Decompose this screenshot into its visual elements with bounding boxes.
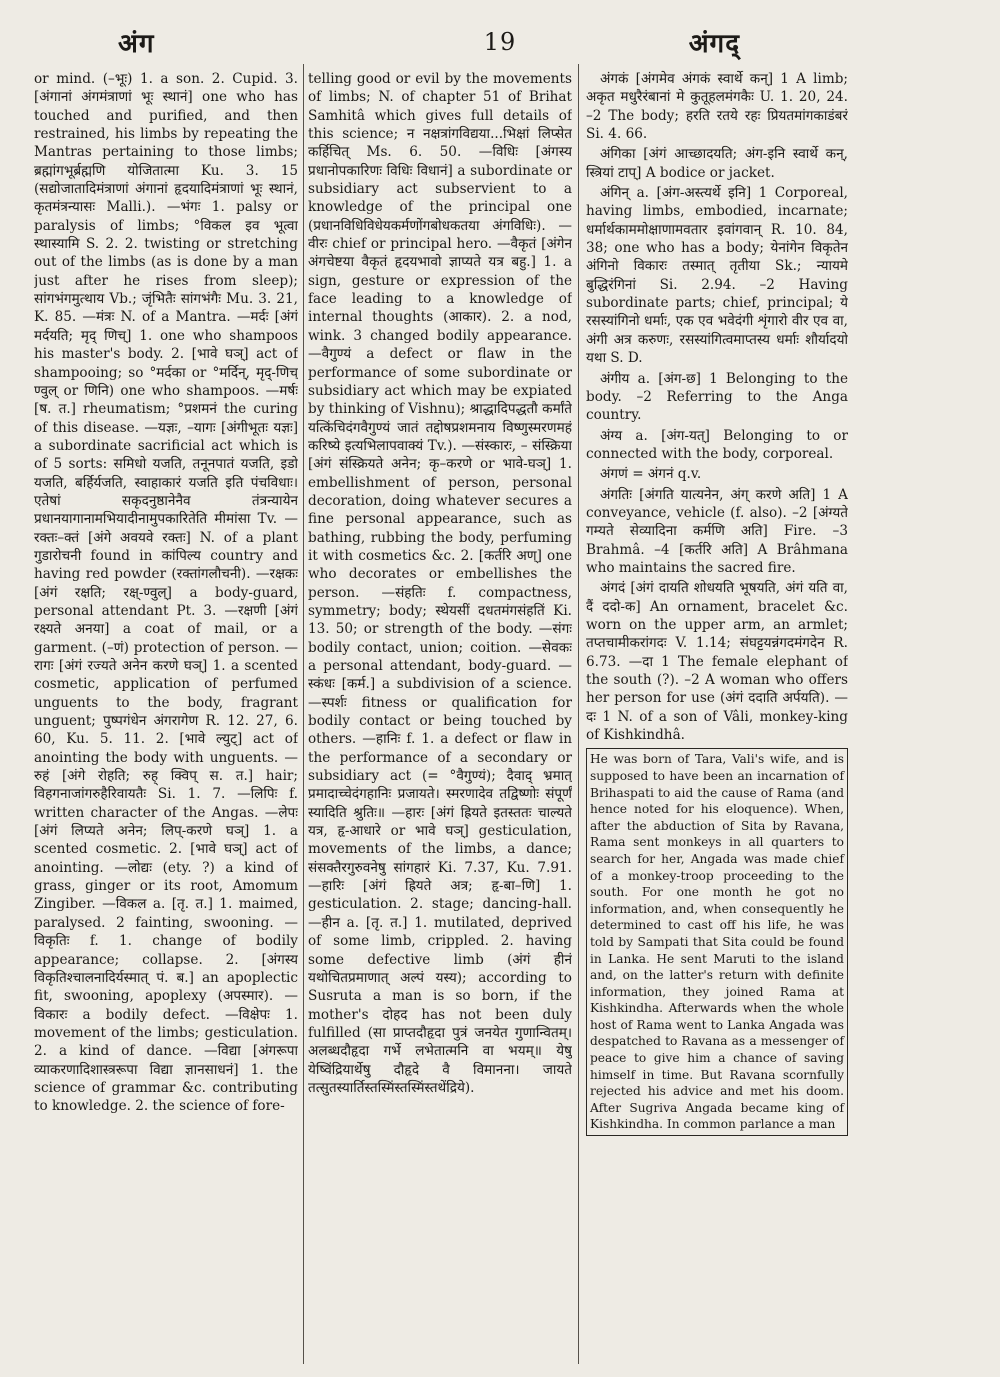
column-2 bbox=[308, 70, 572, 1370]
dictionary-entry: अंगतिः [अंगति यात्यनेन, अंग् करणे अति] 1 A conveyance, vehicle (f. also). –2 [अंग्यते गम्यते सेव्यादिना कर्मणि अति] Fire. –3 Brahmâ. –4 [कर्तरि अति] A Brâhmana who maintains the sacred fire. bbox=[586, 486, 848, 576]
header-right-guideword: अंगद् bbox=[688, 29, 740, 59]
page-number: 19 bbox=[483, 28, 517, 56]
column-1 bbox=[34, 70, 298, 1370]
dictionary-entry: telling good or evil by the movements of limbs; N. of chapter 51 of Brihat Samhitâ which gives full details of this science; न नक्षत्रांगविद्यया...भिक्षां लिप्सेत कर्हिचित् Ms. 6. 50. —विधिः [अंगस्य प्रधानोपकारिणः विधिः विधानं] a subordinate or subsidiary act subservient to a knowledge of the principal one (प्रधानविधिविधेयकर्मणोंगबोधकतया अंगविधिः). —वीरः chief or principal hero. —वैकृतं [अंगेन अंगचेष्टया वैकृतं हृदयभावो ज्ञाप्यते यत्र बहु.] 1. a sign, gesture or expression of the face leading to a knowledge of internal thoughts (आकार). 2. a nod, wink. 3 changed bodily appearance. —वैगुण्यं a defect or flaw in the performance of some subordinate or subsidiary act which may be expiated by thinking of Vishnu); श्राद्धादिपद्धतौ कर्मांते यत्किंचिदंगवैगुण्यं जातं तद्दोषप्रशमनाय विष्णुस्मरणमहं करिष्ये इत्यभिलापवाक्यं Tv.). —संस्कारः, – संस्क्रिया [अंगं संस्क्रियते अनेन; कृ–करणे or भावे-घञ्] 1. embellishment of person, personal decoration, doing whatever secures a fine personal appearance, such as bathing, rubbing the body, perfuming it with cosmetics &c. 2. [कर्तरि अण्] one who decorates or embellishes the person. —संहतिः f. compactness, symmetry; body; स्थेयसीं दधतमंगसंहतिं Ki. 13. 50; or strength of the body. —संगः bodily contact, union; coition. —सेवकः a personal attendant, body-guard. —स्कंधः [कर्म.] a subdivision of a science. —स्पर्शः fitness or qualification for bodily contact or being touched by others. —हानिः f. 1. a defect or flaw in the performance of a secondary or subsidiary act (= °वैगुण्यं); दैवाद् भ्रमात् प्रमादाच्चेदंगहानिः प्रजायते। स्मरणादेव तद्विष्णोः संपूर्णं स्यादिति श्रुतिः॥ —हारः [अंगं ह्रियते इतस्ततः चाल्यते यत्र, हृ-आधारे or भावे घञ्] gesticulation, movements of the limbs, a dance; संसक्तैरगुरुवनेषु सांगहारं Ki. 7.37, Ku. 7.91. —हारिः [अंगं ह्रियते अत्र; हृ-बा–णि] 1. gesticulation. 2. stage; dancing-hall. —हीन a. [तृ. त.] 1. mutilated, deprived of some limb, crippled. 2. having some defective limb (अंगं हीनं यथोचितप्रमाणात् अल्पं यस्य); according to Susruta a man is so born, if the mother's दोहद has not been duly fulfilled (सा प्राप्तदौहृदा पुत्रं जनयेत गुणान्वितम्। अलब्धदौहृदा गर्भे लभेतात्मनि वा भयम्॥ येषु येष्विंद्रियार्थेषु दौहृदे वै विमानना। जायते तत्सुतस्यार्तिस्तस्मिंस्तस्मिंस्तथेंद्रिये). bbox=[308, 71, 572, 1096]
dictionary-entry: अंगिन् a. [अंग-अस्त्यर्थे इनि] 1 Corporeal, having limbs, embodied, incarnate; धर्मार्थकाममोक्षाणामवतार इवांगवान् R. 10. 84, 38; one who has a body; येनांगेन विकृतेन अंगिनो विकारः तस्मात् तृतीया Sk.; न्यायमे बुद्धिरंगिनां Si. 2.94. –2 Having subordinate parts; chief, principal; ये रसस्यांगिनो धर्माः, एक एव भवेदंगी शृंगारो वीर एव वा, अंगी अत्र करुणः, रसस्यांगित्वमाप्तस्य धर्माः शौर्यादयो यथा S. D. bbox=[586, 185, 848, 367]
dictionary-entry: or mind. (–भूः) 1. a son. 2. Cupid. 3. [अंगानां अंगमंत्राणां भूः स्थानं] one who has touched and purified, and then restrained, his limbs by repeating the Mantras pertaining to those limbs; ब्रह्मांगभूर्ब्रह्मणि योजितात्मा Ku. 3. 15 (सद्योजातादिमंत्राणां अंगानां हृदयादिमंत्राणां भूः स्थानं, कृतमंत्रन्यासः Malli.). —भंगः 1. palsy or paralysis of limbs; °विकल इव भूत्वा स्थास्यामि S. 2. 2. twisting or stretching out of the limbs (as is done by a man just after he rises from sleep); सांगभंगमुत्थाय Vb.; जृंभितैः सांगभंगैः Mu. 3. 21, K. 85. —मंत्रः N. of a Mantra. —मर्दः [अंगं मर्दयति; मृद् णिच्] 1. one who shampoos his master's body. 2. [भावे घञ्] act of shampooing; so °मर्दका or °मर्दिन्, मृद्-णिच् ण्वुल् or णिनि) one who shampoos. —मर्षः [ष. त.] rheumatism; °प्रशमनं the curing of this disease. —यज्ञः, –यागः [अंगीभूतः यज्ञः] a subordinate sacrificial act which is of 5 sorts: समिधो यजति, तनूनपातं यजति, इडो यजति, बर्हिर्यजति, स्वाहाकारं यजति इति पंचविधाः। एतेषां सकृदनुष्ठानेनैव तंत्रन्यायेन प्रधानयागानामभियादीनामुपकारितेति मीमांसा Tv. —रक्तः–क्तं [अंगे अवयवे रक्तः] N. of a plant गुडारोचनी found in कांपिल्य country and having red powder (रक्तांगलौचनी). —रक्षकः [अंगं रक्षति; रक्ष्-ण्वुल्] a body-guard, personal attendant Pt. 3. —रक्षणी [अंगं रक्ष्यते अनया] a coat of mail, or a garment. (–णं) protection of person. —रागः [अंगं रज्यते अनेन करणे घञ्] 1. a scented cosmetic, application of perfumed unguents to the body, fragrant unguent; पुष्पगंधेन अंगरागेण R. 12. 27, 6. 60, Ku. 5. 11. 2. [भावे ल्युट्] act of anointing the body with unguents. —रुहं [अंगे रोहति; रुह् क्विप् स. त.] hair; विहगनाजांगरुहैरिवायतैः Si. 1. 7. —लिपिः f. written character of the Angas. —लेपः [अंगं लिप्यते अनेन; लिप्-करणे घञ्] 1. a scented cosmetic. 2. [भावे घञ्] act of anointing. —लोद्यः (ety. ?) a kind of grass, ginger or its root, Amomum Zingiber. —विकल a. [तृ. त.] 1. maimed, paralysed. 2 fainting, swooning. —विकृतिः f. 1. change of bodily appearance; collapse. 2. [अंगस्य विकृतिश्चालनादिर्यस्मात् पं. ब.] an apoplectic fit, swooning, apoplexy (अपस्मार). —विकारः a bodily defect. —विक्षेपः 1. movement of the limbs; gesticulation. 2. a kind of dance. —विद्या [अंगरूपा व्याकरणादिशास्त्ररूपा विद्या ज्ञानसाधनं] 1. the science of grammar &c. contributing to knowledge. 2. the science of fore- bbox=[34, 71, 298, 1115]
dictionary-entry: अंगकं [अंगमेव अंगकं स्वार्थे कन्] 1 A limb; अकृत मधुरैरंबानां मे कुतूहलमंगकैः U. 1. 20, 24. –2 The body; हरति रतये रहः प्रियतमांगकाडंबरं Si. 4. 66. bbox=[586, 71, 848, 143]
dictionary-entry: अंगीय a. [अंग-छ] 1 Belonging to the body. –2 Referring to the Anga country. bbox=[586, 370, 848, 424]
header-left-guideword: अंग bbox=[118, 29, 155, 59]
column-divider bbox=[578, 64, 579, 1364]
column-3 bbox=[586, 70, 848, 1370]
dictionary-entry: अंग्य a. [अंग-यत्] Belonging to or connected with the body, corporeal. bbox=[586, 427, 848, 462]
dictionary-entry: अंगदं [अंगं दायति शोधयति भूषयति, अंगं यति वा, दैं ददो-क] An ornament, bracelet &c. worn on the upper arm, an armlet; तप्तचामीकरांगदः V. 1.14; संघट्टयन्नंगदमंगदेन R. 6.73. —दा 1 The female elephant of the south (?). –2 A woman who offers her person for use (अंगं ददाति अर्पयति). —दः 1 N. of a son of Vâli, monkey-king of Kishkindhâ. bbox=[586, 580, 848, 744]
column-divider bbox=[303, 64, 304, 1364]
boxed-note-angada: He was born of Tara, Vali's wife, and is supposed to have been an incarnation of Brihaspati to aid the cause of Rama (and hence noted for his eloquence). When, after the abduction of Sita by Ravana, Rama sent monkeys in all quarters to search for her, Angada was made chief of a monkey-troop proceeding to the south. For one month he got no information, and, when consequently he determined to cast off his life, he was told by Sampati that Sita could be found in Lanka. He sent Maruti to the island and, on the latter's return with definite information, they joined Rama at Kishkindha. Afterwards when the whole host of Rama went to Lanka Angada was despatched to Ravana as a messenger of peace to give him a chance of saving himself in time. But Ravana scornfully rejected his advice and met his doom. After Sugriva Angada became king of Kishkindha. In common parlance a man bbox=[586, 748, 848, 1136]
dictionary-entry: अंगणं = अंगनं q.v. bbox=[600, 466, 702, 483]
dictionary-entry: अंगिका [अंगं आच्छादयति; अंग-इनि स्वार्थे कन्, स्त्रियां टाप्] A bodice or jacket. bbox=[586, 146, 848, 181]
